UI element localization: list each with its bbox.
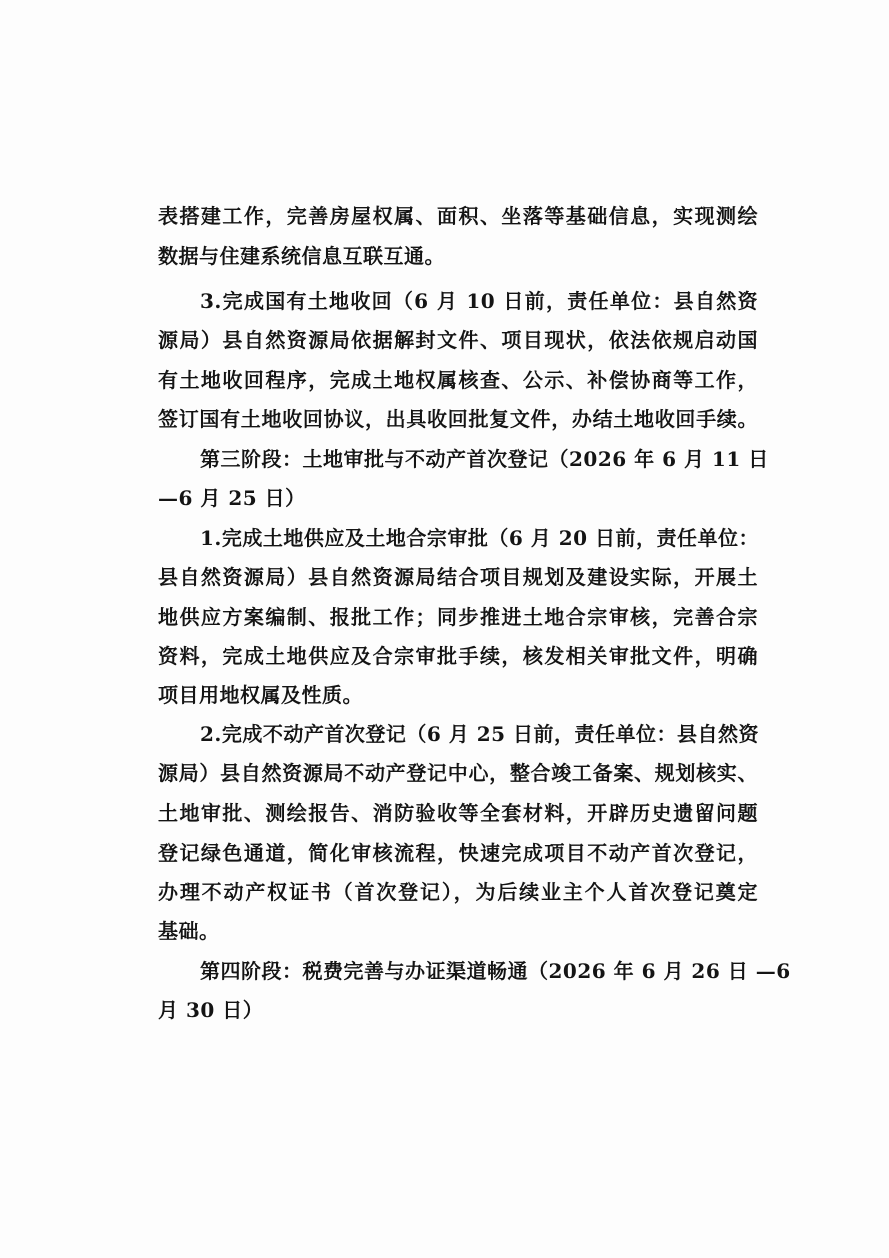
paragraph-line: 资料，完成土地供应及合宗审批手续，核发相关审批文件，明确 <box>158 644 758 668</box>
section-item-heading: 2.完成不动产首次登记（6 月 25 日前，责任单位：县自然资 <box>200 722 760 746</box>
paragraph-line: 源局）县自然资源局依据解封文件、项目现状，依法依规启动国 <box>158 328 758 352</box>
paragraph-line: 数据与住建系统信息互联互通。 <box>158 244 445 268</box>
stage-heading: 第三阶段：土地审批与不动产首次登记（2026 年 6 月 11 日 <box>200 447 769 471</box>
section-item-heading: 1.完成土地供应及土地合宗审批（6 月 20 日前，责任单位： <box>200 526 760 550</box>
section-item-heading: 3.完成国有土地收回（6 月 10 日前，责任单位：县自然资 <box>200 289 758 313</box>
paragraph-line: 源局）县自然资源局不动产登记中心，整合竣工备案、规划核实、 <box>158 761 758 785</box>
paragraph-line: 办理不动产权证书（首次登记），为后续业主个人首次登记奠定 <box>158 880 758 904</box>
paragraph-line: 地供应方案编制、报批工作；同步推进土地合宗审核，完善合宗 <box>158 605 758 629</box>
paragraph-line: 土地审批、测绘报告、消防验收等全套材料，开辟历史遗留问题 <box>158 801 758 825</box>
paragraph-line: 基础。 <box>158 919 220 943</box>
paragraph-line: 项目用地权属及性质。 <box>158 683 363 707</box>
paragraph-line: 有土地收回程序，完成土地权属核查、公示、补偿协商等工作， <box>158 368 758 392</box>
stage-heading-continued: —6 月 25 日） <box>158 486 306 510</box>
paragraph-line: 县自然资源局）县自然资源局结合项目规划及建设实际，开展土 <box>158 565 758 589</box>
stage-heading: 第四阶段：税费完善与办证渠道畅通（2026 年 6 月 26 日 —6 <box>200 959 791 983</box>
paragraph-line: 表搭建工作，完善房屋权属、面积、坐落等基础信息，实现测绘 <box>158 204 758 228</box>
stage-heading-continued: 月 30 日） <box>158 998 264 1022</box>
paragraph-line: 登记绿色通道，简化审核流程，快速完成项目不动产首次登记， <box>158 841 758 865</box>
paragraph-line: 签订国有土地收回协议，出具收回批复文件，办结土地收回手续。 <box>158 407 758 431</box>
